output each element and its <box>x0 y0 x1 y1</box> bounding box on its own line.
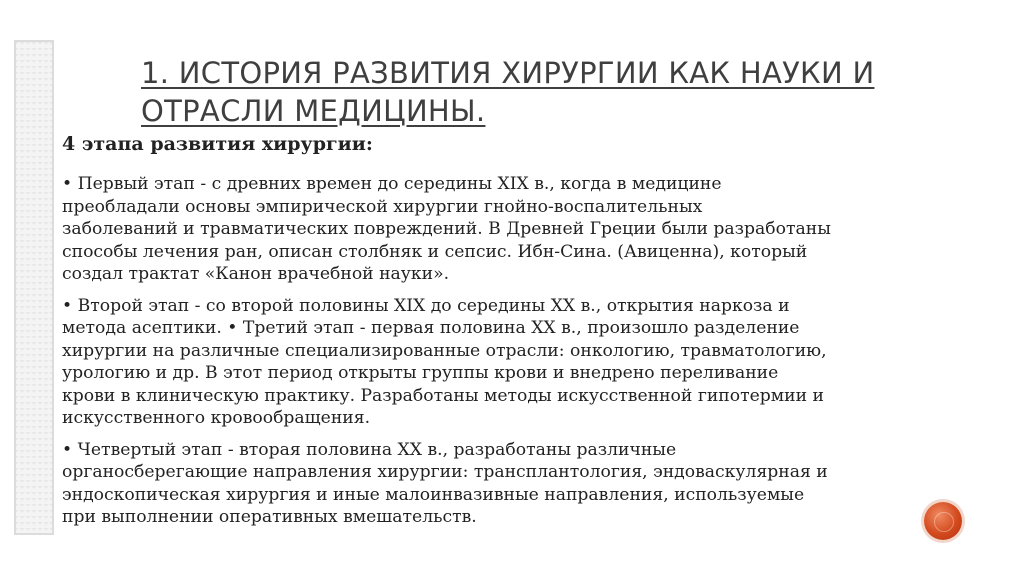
orange-circle-icon[interactable] <box>924 502 962 540</box>
text-line: • Четвертый этап - вторая половина XX в., разработаны различные <box>62 439 677 460</box>
slide-title <box>141 54 931 130</box>
text-line: метода асептики. • Третий этап - первая половина XX в., произошло разделение <box>62 318 800 338</box>
text-line: эндоскопическая хирургия и иные малоинвазивные направления, используемые <box>62 484 805 505</box>
title-line: 1. ИСТОРИЯ РАЗВИТИЯ ХИРУРГИИ КАК НАУКИ И <box>141 56 875 90</box>
text-line: крови в клиническую практику. Разработаны методы искусственной гипотермии и <box>62 385 824 406</box>
text-line: • Второй этап - со второй половины XIX до середины XX в., открытия наркоза и <box>62 295 790 316</box>
text-line: способы лечения ран, описан столбняк и сепсис. Ибн-Сина. (Авиценна), который <box>62 241 808 262</box>
slide-subtitle: 4 этапа развития хирургии: <box>62 133 373 155</box>
text-line: искусственного кровообращения. <box>62 408 371 428</box>
text-line: создал трактат «Канон врачебной науки». <box>62 264 450 284</box>
paragraph-stage-1 <box>62 173 972 286</box>
text-line: при выполнении оперативных вмешательств. <box>62 507 477 527</box>
text-line: заболеваний и травматических повреждений. В Древней Греции были разработаны <box>62 219 831 239</box>
title-line: ОТРАСЛИ МЕДИЦИНЫ. <box>141 94 486 128</box>
text-line: органосберегающие направления хирургии: трансплантология, эндоваскулярная и <box>62 462 828 482</box>
decorative-frame <box>14 40 54 535</box>
text-line: • Первый этап - с древних времен до середины XIX в., когда в медицине <box>62 174 722 194</box>
text-line: хирургии на различные специализированные отрасли: онкологию, травматологию, <box>62 340 827 361</box>
text-line: преобладали основы эмпирической хирургии гнойно-воспалительных <box>62 196 703 217</box>
text-line: урологию и др. В этот период открыты группы крови и внедрено переливание <box>62 363 779 383</box>
paragraph-stage-2-3 <box>62 295 972 430</box>
slide-content <box>62 173 972 538</box>
paragraph-stage-4 <box>62 439 972 529</box>
